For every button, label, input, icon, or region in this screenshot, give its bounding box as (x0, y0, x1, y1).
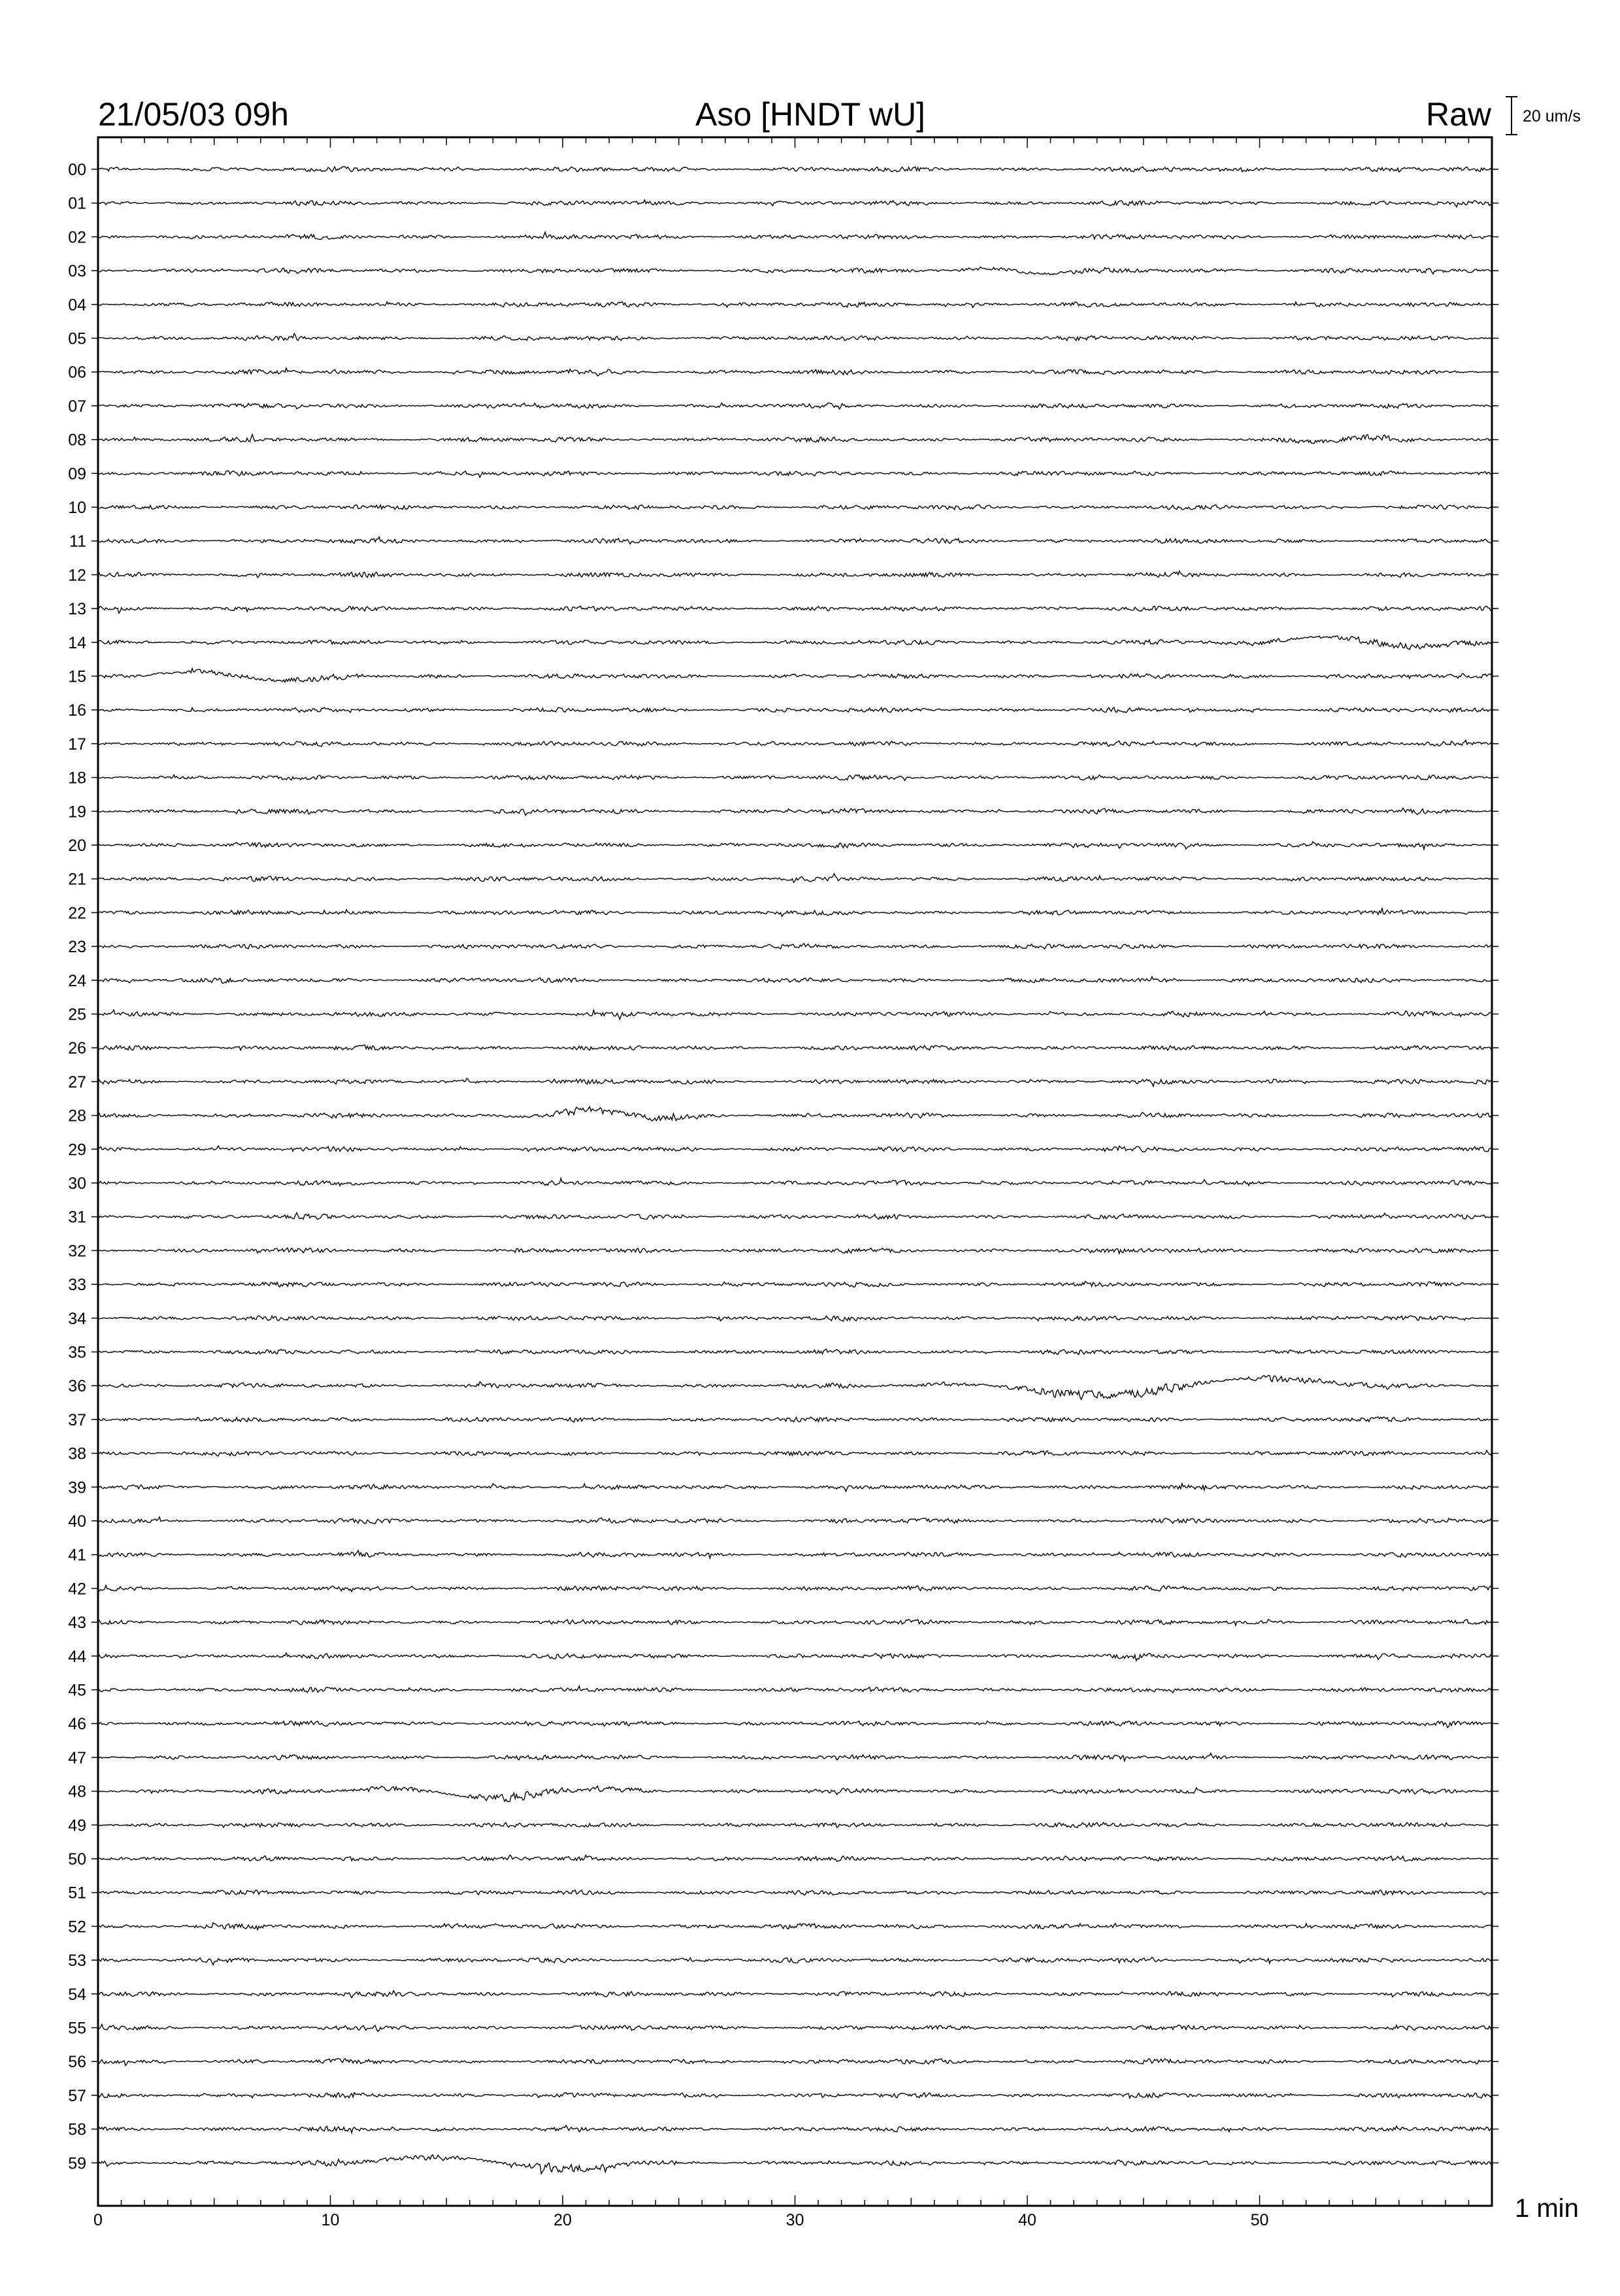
trace-row-44 (68, 1648, 1498, 1666)
trace-row-08 (68, 431, 1498, 450)
x-tick-label: 10 (321, 2211, 340, 2229)
trace-row-33 (68, 1276, 1498, 1294)
scale-label: 20 um/s (1523, 107, 1581, 125)
trace-row-36 (68, 1376, 1498, 1400)
row-label: 19 (68, 803, 86, 822)
trace-row-42 (68, 1580, 1498, 1598)
row-label: 09 (68, 465, 86, 484)
row-label: 00 (68, 161, 86, 179)
top-axis-ticks (98, 137, 1492, 148)
seismic-trace (98, 1550, 1492, 1558)
trace-row-01 (68, 195, 1498, 213)
seismic-trace (98, 1010, 1492, 1019)
row-label: 13 (68, 600, 86, 619)
seismic-trace (98, 1078, 1492, 1086)
row-label: 53 (68, 1952, 86, 1971)
x-tick-label: 40 (1018, 2211, 1036, 2229)
row-label: 14 (68, 633, 86, 652)
seismic-trace (98, 2024, 1492, 2031)
trace-row-02 (68, 228, 1498, 246)
row-label: 42 (68, 1580, 86, 1599)
seismic-trace (98, 1248, 1492, 1254)
seismic-trace (98, 1957, 1492, 1965)
row-label: 32 (68, 1242, 86, 1261)
trace-row-17 (68, 735, 1498, 754)
seismic-trace (98, 874, 1492, 883)
trace-row-38 (68, 1445, 1498, 1463)
trace-row-15 (68, 668, 1498, 686)
seismic-trace (98, 1991, 1492, 1998)
plot-frame (98, 137, 1492, 2206)
row-label: 25 (68, 1005, 86, 1024)
trace-row-14 (68, 634, 1498, 652)
row-label: 11 (69, 532, 86, 551)
seismic-trace (98, 707, 1492, 712)
row-label: 06 (68, 363, 86, 382)
seismic-trace (98, 1045, 1492, 1050)
row-label: 07 (68, 397, 86, 416)
seismic-trace (98, 944, 1492, 949)
seismic-trace (98, 1376, 1492, 1400)
seismic-trace (98, 435, 1492, 444)
trace-row-25 (68, 1006, 1498, 1024)
trace-row-07 (68, 397, 1498, 416)
trace-row-00 (68, 161, 1498, 179)
trace-row-46 (68, 1715, 1498, 1733)
header-station: Aso [HNDT wU] (695, 96, 925, 133)
seismic-trace (98, 1923, 1492, 1930)
trace-row-09 (68, 465, 1498, 483)
trace-row-57 (68, 2087, 1498, 2105)
seismic-trace (98, 1450, 1492, 1456)
row-label: 59 (68, 2154, 86, 2173)
seismic-trace (98, 1517, 1492, 1523)
seismic-trace (98, 2125, 1492, 2133)
seismic-trace (98, 571, 1492, 578)
seismic-trace (98, 842, 1492, 850)
seismic-trace (98, 1855, 1492, 1861)
seismic-trace (98, 302, 1492, 308)
seismic-trace (98, 1484, 1492, 1491)
row-label: 02 (68, 228, 86, 247)
trace-row-23 (68, 938, 1498, 956)
trace-row-55 (68, 2020, 1498, 2038)
seismic-trace (98, 505, 1492, 510)
trace-row-24 (68, 972, 1498, 990)
trace-row-50 (68, 1850, 1498, 1869)
seismic-trace (98, 1106, 1492, 1121)
seismic-trace (98, 537, 1492, 544)
seismic-trace (98, 403, 1492, 409)
trace-row-48 (68, 1783, 1498, 1802)
trace-row-21 (68, 871, 1498, 889)
trace-row-16 (68, 701, 1498, 720)
seismic-trace (98, 669, 1492, 682)
seismic-trace (98, 1653, 1492, 1661)
seismic-trace (98, 1890, 1492, 1895)
row-label: 12 (68, 566, 86, 585)
trace-row-56 (68, 2053, 1498, 2071)
header-datetime: 21/05/03 09h (98, 96, 289, 133)
seismic-trace (98, 775, 1492, 781)
row-label: 17 (68, 735, 86, 754)
seismic-trace (98, 471, 1492, 477)
row-label: 39 (68, 1478, 86, 1497)
x-tick-label: 50 (1250, 2211, 1269, 2229)
row-label: 41 (68, 1546, 86, 1565)
seismic-trace (98, 200, 1492, 207)
row-label: 43 (68, 1614, 86, 1633)
seismic-trace (98, 1417, 1492, 1422)
row-label: 28 (68, 1106, 86, 1125)
trace-row-20 (68, 837, 1498, 855)
row-label: 36 (68, 1377, 86, 1396)
seismic-trace (98, 1213, 1492, 1220)
trace-row-12 (68, 566, 1498, 584)
seismic-trace (98, 1349, 1492, 1354)
x-tick-labels (93, 2211, 1268, 2229)
row-label: 56 (68, 2053, 86, 2072)
seismic-trace (98, 1721, 1492, 1727)
trace-row-41 (68, 1546, 1498, 1565)
row-label: 22 (68, 904, 86, 923)
x-unit-label: 1 min (1515, 2194, 1579, 2223)
row-label: 37 (68, 1410, 86, 1429)
row-label: 27 (68, 1073, 86, 1091)
row-label: 33 (68, 1276, 86, 1295)
trace-row-05 (68, 330, 1498, 348)
seismic-trace (98, 2155, 1492, 2174)
seismic-trace (98, 1282, 1492, 1288)
trace-row-04 (68, 296, 1498, 314)
seismic-trace (98, 2059, 1492, 2066)
x-tick-label: 30 (785, 2211, 804, 2229)
row-label: 49 (68, 1816, 86, 1835)
row-label: 18 (68, 769, 86, 788)
seismic-trace (98, 808, 1492, 815)
row-label: 54 (68, 1985, 86, 2004)
trace-row-06 (68, 363, 1498, 382)
seismic-trace (98, 2093, 1492, 2098)
seismic-trace (98, 908, 1492, 916)
trace-row-49 (68, 1816, 1498, 1835)
row-label: 51 (68, 1884, 86, 1903)
header-mode: Raw (1425, 96, 1491, 133)
x-tick-label: 0 (93, 2211, 103, 2229)
trace-row-19 (68, 803, 1498, 821)
trace-row-28 (68, 1106, 1498, 1125)
row-label: 26 (68, 1039, 86, 1058)
row-label: 03 (68, 262, 86, 281)
trace-row-30 (68, 1174, 1498, 1193)
row-label: 40 (68, 1512, 86, 1531)
row-label: 16 (68, 701, 86, 720)
seismic-trace (98, 1146, 1492, 1152)
trace-row-59 (68, 2154, 1498, 2174)
trace-row-10 (68, 499, 1498, 517)
seismic-trace (98, 167, 1492, 172)
seismic-trace (98, 1754, 1492, 1761)
row-label: 04 (68, 295, 86, 314)
row-label: 35 (68, 1343, 86, 1362)
trace-row-40 (68, 1512, 1498, 1531)
row-label: 29 (68, 1140, 86, 1159)
seismic-trace (98, 1586, 1492, 1592)
trace-row-54 (68, 1986, 1498, 2004)
row-label: 57 (68, 2086, 86, 2105)
trace-row-03 (68, 262, 1498, 280)
seismic-trace (98, 636, 1492, 650)
row-label: 48 (68, 1782, 86, 1801)
row-label: 23 (68, 938, 86, 957)
trace-row-47 (68, 1749, 1498, 1767)
trace-row-27 (68, 1073, 1498, 1091)
trace-rows (68, 161, 1498, 2174)
row-label: 01 (68, 194, 86, 213)
trace-row-34 (68, 1310, 1498, 1328)
row-label: 05 (68, 329, 86, 348)
seismic-trace (98, 267, 1492, 275)
row-label: 34 (68, 1309, 86, 1328)
row-label: 44 (68, 1647, 86, 1666)
trace-row-22 (68, 904, 1498, 922)
seismic-trace (98, 1786, 1492, 1802)
seismic-trace (98, 1316, 1492, 1322)
row-label: 38 (68, 1444, 86, 1463)
seismic-trace (98, 976, 1492, 983)
row-label: 50 (68, 1850, 86, 1869)
seismic-trace (98, 1822, 1492, 1827)
seismic-trace (98, 333, 1492, 341)
trace-row-37 (68, 1411, 1498, 1429)
trace-row-43 (68, 1614, 1498, 1632)
seismic-trace (98, 1620, 1492, 1625)
trace-row-18 (68, 769, 1498, 788)
amplitude-scale-bar (1506, 97, 1517, 135)
seismic-trace (98, 1686, 1492, 1693)
trace-row-11 (69, 533, 1498, 551)
row-label: 21 (68, 870, 86, 889)
trace-row-51 (68, 1884, 1498, 1903)
row-label: 31 (68, 1208, 86, 1227)
trace-row-32 (68, 1242, 1498, 1260)
row-label: 08 (68, 431, 86, 450)
row-label: 24 (68, 971, 86, 990)
row-label: 45 (68, 1681, 86, 1700)
bottom-axis-ticks (98, 2195, 1492, 2206)
trace-row-26 (68, 1039, 1498, 1057)
seismic-trace (98, 606, 1492, 613)
trace-row-52 (68, 1918, 1498, 1936)
trace-row-53 (68, 1952, 1498, 1970)
trace-row-35 (68, 1344, 1498, 1362)
row-label: 46 (68, 1715, 86, 1734)
row-label: 30 (68, 1174, 86, 1193)
trace-row-45 (68, 1682, 1498, 1700)
row-label: 15 (68, 667, 86, 686)
seismic-trace (98, 1178, 1492, 1186)
trace-row-58 (68, 2121, 1498, 2139)
trace-row-31 (68, 1208, 1498, 1227)
row-label: 20 (68, 837, 86, 855)
row-label: 52 (68, 1918, 86, 1937)
trace-row-29 (68, 1140, 1498, 1159)
trace-row-39 (68, 1478, 1498, 1497)
trace-row-13 (68, 600, 1498, 618)
x-tick-label: 20 (554, 2211, 572, 2229)
seismic-trace (98, 232, 1492, 239)
seismic-trace (98, 740, 1492, 746)
row-label: 55 (68, 2019, 86, 2038)
row-label: 58 (68, 2120, 86, 2139)
row-label: 10 (68, 499, 86, 517)
row-label: 47 (68, 1748, 86, 1767)
seismic-trace (98, 368, 1492, 376)
